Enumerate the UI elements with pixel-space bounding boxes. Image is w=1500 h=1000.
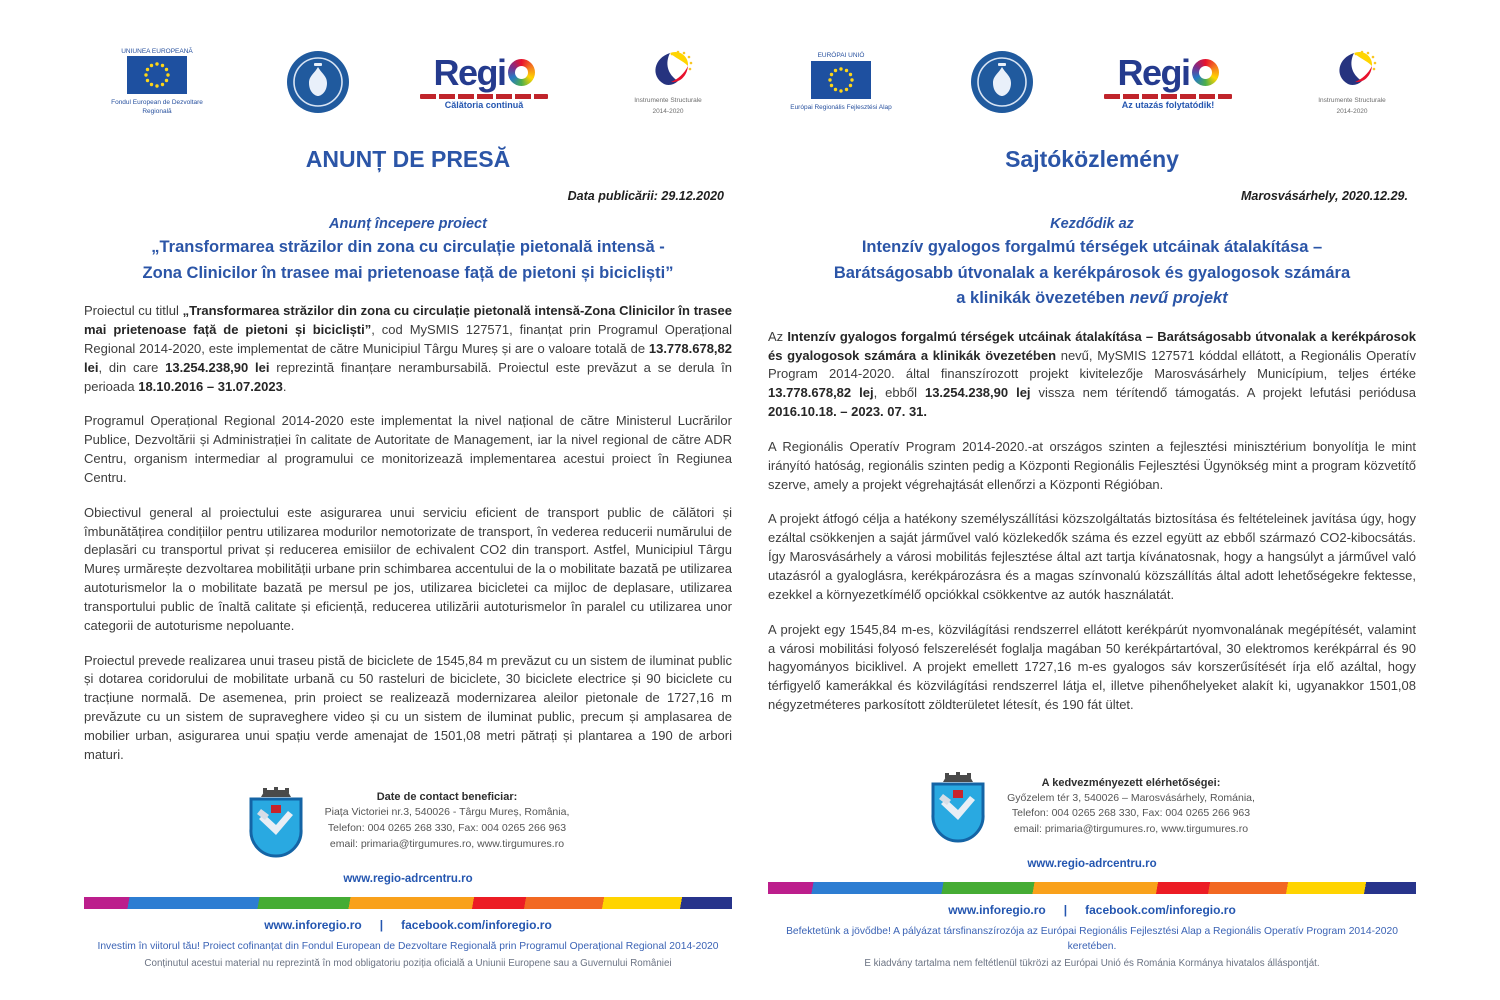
eu-flag-logo <box>782 52 900 111</box>
structural-instruments-icon <box>1326 48 1378 90</box>
eu-flag-icon <box>811 61 871 99</box>
eu-logo-bottom-caption: Európai Regionális Fejlesztési Alap <box>790 103 892 111</box>
logo-row-right <box>768 34 1416 130</box>
official-position-disclaimer: E kiadvány tartalma nem feltétlenül tükrözi az Európai Unió és Románia Kormánya hivatalos álláspontját. <box>864 958 1320 970</box>
document-title: ANUNȚ DE PRESĂ <box>305 146 511 172</box>
regio-program-strip <box>420 94 548 99</box>
regio-wordmark: Regi <box>433 51 506 93</box>
regio-rainbow-o-icon <box>508 59 535 86</box>
contact-phone-fax: Telefon: 004 0265 268 330, Fax: 004 0265 266 963 <box>327 821 567 834</box>
project-title-line: a klinikák övezetében nevű projekt <box>956 289 1228 308</box>
facebook-link[interactable]: facebook.com/inforegio.ro <box>1085 903 1236 918</box>
footer-separator: | <box>379 917 384 932</box>
regio-program-strip <box>1104 94 1232 99</box>
body-paragraph: Proiectul prevede realizarea unui traseu pistă de biciclete de 1545,84 m prevăzut cu un sistem de iluminat public și dotarea coridorului de mobilitate urbană cu 50 rasteluri de biciclete, 30 biciclete electrice și 90 biciclete cu tracțiune normală. De asemenea, prin proiect se realizează modernizarea aleilor pietonale de 1727,16 m prevăzute cu un sistem de supraveghere video și cu un sistem de iluminat public, precum și amplasarea de mobilier urban, asigurarea unui spațiu verde amenajat de 1501,08 metri pătrați și plantarea a 190 de arbori maturi. <box>84 652 732 762</box>
regio-adrcentru-link[interactable]: www.regio-adrcentru.ro <box>343 872 473 885</box>
contact-text <box>1007 777 1255 838</box>
project-title-line: Zona Clinicilor în trasee mai prietenoase față de pietoni și bicicliști” <box>142 263 674 282</box>
publication-dateline: Data publicării: 29.12.2020 <box>567 189 724 203</box>
regio-wordmark: Regi <box>1117 51 1190 93</box>
beneficiary-contact-block <box>84 765 732 859</box>
logo-row-left <box>84 34 732 130</box>
footer-separator: | <box>1063 903 1068 918</box>
contact-heading: Date de contact beneficiar: <box>376 791 518 804</box>
body-paragraph: Programul Operațional Regional 2014-2020 este implementat la nivel național de către Ministerul Lucrărilor Publice, Dezvoltării și Administrației în calitate de Autoritate de Management, iar la nivel regional de către ADR Centru, organism intermediar al programului ce monitorizează implementarea acestui proiect în Regiunea Centru. <box>84 413 732 485</box>
column-hungarian <box>768 34 1416 993</box>
cofinancing-disclaimer: Investim în viitorul tău! Proiect cofinanțat din Fondul European de Dezvoltare Regională prin Programul Operațional Regional 2014-2020 <box>97 940 719 952</box>
project-title-line: Intenzív gyalogos forgalmú térségek utcáinak átalakítása – <box>861 238 1323 256</box>
contact-address: Győzelem tér 3, 540026 – Marosvásárhely, Románia, <box>1007 791 1255 804</box>
structural-instruments-icon <box>642 48 694 90</box>
announcement-kicker: Anunț începere proiect <box>329 216 487 232</box>
structural-caption-1: Instrumente Structurale <box>634 97 702 105</box>
inforegio-link[interactable]: www.inforegio.ro <box>264 917 362 932</box>
contact-email-web: email: primaria@tirgumures.ro, www.tirgumures.ro <box>1013 823 1249 836</box>
announcement-kicker: Kezdődik az <box>1050 216 1134 232</box>
beneficiary-contact-block <box>768 750 1416 844</box>
project-title <box>84 235 732 286</box>
contact-phone-fax: Telefon: 004 0265 268 330, Fax: 004 0265 266 963 <box>1011 807 1251 820</box>
footer-links <box>84 918 732 932</box>
regio-tagline: Az utazás folytatódik! <box>1121 99 1215 110</box>
regio-tagline: Călătoria continuă <box>444 99 524 110</box>
body-paragraph: Proiectul cu titlul „Transformarea străzilor din zona cu circulație pietonală intensă-Zona Clinicilor în trasee mai prietenoase față de pietoni și bicicliști”, cod MySMIS 127571, finanțat prin Programul Operațional Regional 2014-2020, este implementat de către Municipiul Târgu Mureș și are o valoare totală de 13.778.678,82 lei, din care 13.254.238,90 lei reprezintă finanțare nerambursabilă. Proiectul este prevăzut a se derula în perioada 18.10.2016 – 31.07.2023. <box>84 303 733 394</box>
structural-caption-1: Instrumente Structurale <box>1318 97 1386 105</box>
regio-adrcentru-link[interactable]: www.regio-adrcentru.ro <box>1027 858 1157 871</box>
eu-logo-top-caption: UNIUNEA EUROPEANĂ <box>121 48 193 56</box>
structural-instruments-logo <box>1302 48 1402 115</box>
regio-logo <box>1104 51 1232 110</box>
contact-text <box>325 791 570 852</box>
contact-heading: A kedvezményezett elérhetőségei: <box>1041 776 1221 789</box>
official-position-disclaimer: Conținutul acestui material nu reprezintă în mod obligatoriu poziția oficială a Uniunii Europene sau a Guvernului României <box>144 958 672 970</box>
targu-mures-coat-of-arms-icon <box>247 785 305 859</box>
contact-email-web: email: primaria@tirgumures.ro, www.tirgumures.ro <box>329 837 565 850</box>
structural-caption-2: 2014-2020 <box>1336 107 1368 115</box>
romanian-government-seal-icon <box>286 50 350 114</box>
structural-caption-2: 2014-2020 <box>652 107 684 115</box>
rainbow-stripe-bar <box>768 882 1416 894</box>
structural-instruments-logo <box>618 48 718 115</box>
regio-rainbow-o-icon <box>1192 59 1219 86</box>
footer-links <box>768 903 1416 917</box>
body-paragraph: A Regionális Operatív Program 2014-2020.-at országos szinten a fejlesztési minisztérium bonyolítja le mint irányító hatóság, regionális szinten pedig a Központi Regionális Fejlesztési Ügynökség mint a program közvetítő szerve, amely a projekt végrehajtását ellenőrzi a Központi Régióban. <box>768 438 1416 492</box>
rainbow-stripe-bar <box>84 897 732 909</box>
targu-mures-coat-of-arms-icon <box>929 770 987 844</box>
project-title-line: „Transformarea străzilor din zona cu circulație pietonală intensă - <box>151 238 665 256</box>
body-paragraph: Az Intenzív gyalogos forgalmú térségek utcáinak átalakítása – Barátságosabb útvonalak a kerékpárosok és gyalogosok számára a klinikák övezetében nevű, MySMIS 127571 kóddal ellátott, a Regionális Operatív Program 2014-2020. által finanszírozott projekt kivitelezője Marosvásárhely Municípium, teljes értéke 13.778.678,82 lej, ebből 13.254.238,90 lej vissza nem térítendő támogatás. A projekt lefutási periódusa 2016.10.18. – 2023. 07. 31. <box>768 328 1416 420</box>
inforegio-link[interactable]: www.inforegio.ro <box>948 903 1046 918</box>
regio-logo <box>420 51 548 110</box>
eu-logo-bottom-caption: Fondul European de Dezvoltare Regională <box>111 99 203 115</box>
column-romanian <box>84 34 732 993</box>
publication-dateline: Marosvásárhely, 2020.12.29. <box>1240 189 1408 203</box>
document-title: Sajtóközlemény <box>1005 146 1179 172</box>
eu-flag-logo <box>98 48 216 115</box>
facebook-link[interactable]: facebook.com/inforegio.ro <box>401 917 552 932</box>
eu-flag-icon <box>127 56 187 94</box>
romanian-government-seal-icon <box>970 50 1034 114</box>
body-paragraph: Obiectivul general al proiectului este asigurarea unui serviciu eficient de transport public de călători și îmbunătățirea condițiilor pentru utilizarea modurilor nemotorizate de transport, în vederea reducerii numărului de deplasări cu transportul privat și reducerea emisiilor de echivalent CO2 din transport. Astfel, Municipiul Târgu Mureș urmărește dezvoltarea mobilității urbane prin schimbarea accentului de la o mobilitate bazată pe utilizarea autoturismelor la o mobilitate bazată pe mersul pe jos, utilizarea bicicletei ca mijloc de deplasare, utilizarea transportului public de înaltă calitate și eficiență, reducerea utilizării autoturismelor în paralel cu utilizarea unor categorii de autoturisme nepoluante. <box>84 504 732 633</box>
body-paragraph: A projekt átfogó célja a hatékony személyszállítási közszolgáltatás biztosítása és feltételeinek javítása úgy, hogy ezáltal csökkenjen a saját járművel való közlekedők száma és ezzel együtt az ebből származó CO2-kibocsátás. Így Marosvásárhely a városi mobilitás fejlesztése által azt tartja kívánatosnak, hogy a hangsúlyt a járművel való utazásról a gyaloglásra, kerékpározásra és a magas színvonalú közszállítás által adott lehetőségekre fektesse, ezekkel a környezetkímélő opciókkal csökkentve az autók használatát. <box>768 511 1416 602</box>
project-title <box>768 235 1416 312</box>
eu-logo-top-caption: EURÓPAI UNIÓ <box>817 52 865 60</box>
body-paragraph: A projekt egy 1545,84 m-es, közvilágítási rendszerrel ellátott kerékpárút nyomvonalának megépítését, valamint a városi mobilitási folyosó felszerelését foglalja magában 50 kerékpártartóval, 30 elektromos kerékpárral és 90 hagyományos biciklivel. A projekt emellett 1727,16 m-es gyalogos sáv korszerűsítését írja elő azáltal, hogy térfigyelő kamerákkal és közvilágítási rendszerrel látja el, illetve pihenőhelyeket alakít ki, ugyanakkor 1501,08 négyzetméteres parkosított zöldterületet létesít, és 190 fát ültet. <box>768 621 1416 713</box>
project-title-line: Barátságosabb útvonalak a kerékpárosok és gyalogosok számára <box>833 263 1351 282</box>
cofinancing-disclaimer: Befektetünk a jövődbe! A pályázat társfinanszírozója az Európai Regionális Fejlesztési Alap a Regionális Operatív Program 2014-2020 keretében. <box>786 926 1398 952</box>
contact-address: Piața Victoriei nr.3, 540026 - Târgu Mureș, România, <box>324 806 570 819</box>
